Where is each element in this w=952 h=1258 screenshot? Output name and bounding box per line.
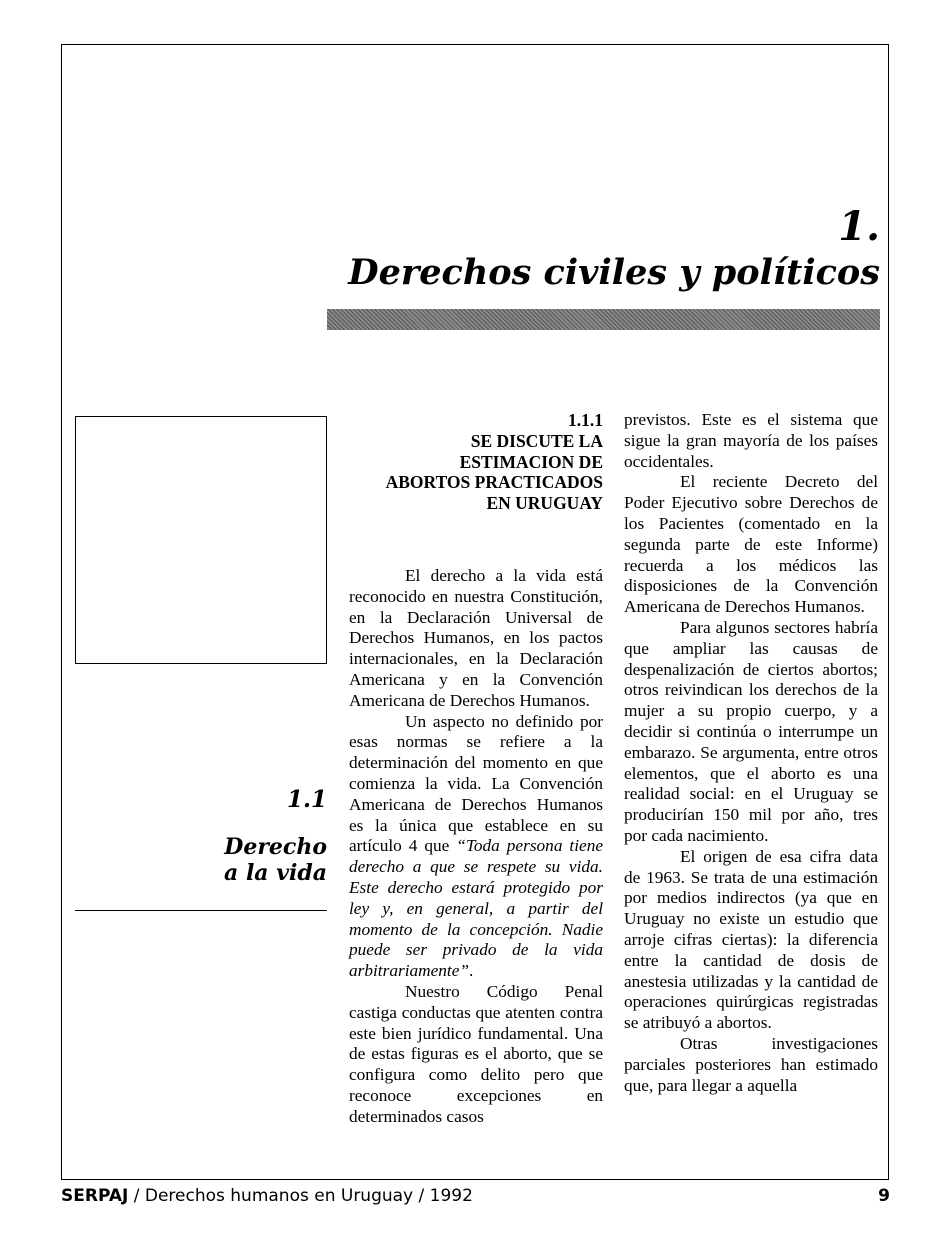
article-heading-line: ABORTOS PRACTICADOS <box>385 472 603 493</box>
section-rule <box>75 910 327 911</box>
paragraph <box>349 712 603 982</box>
article-column-1 <box>349 410 603 1128</box>
article-column-2 <box>624 410 878 1096</box>
quotation-end: . <box>469 961 474 981</box>
paragraph: El derecho a la vida está reconocido en nuestra Constitución, en la Declaración Universal de Derechos Humanos, en los pactos internacionales, en la Declaración Americana y en la Convención Americana de Derechos Humanos. <box>349 565 603 710</box>
chapter-title: Derechos civiles y políticos <box>348 252 880 293</box>
paragraph-text: Un aspecto no definido por esas normas se refiere a la determinación del momento en que comienza la vida. La Convención Americana de Derechos Humanos es la única que establece en su artículo 4 que <box>349 711 603 856</box>
footer-text: / Derechos humanos en Uruguay / 1992 <box>128 1186 473 1206</box>
section-title-line: a la vida <box>224 860 327 886</box>
image-placeholder-box <box>75 416 327 664</box>
footer <box>61 1186 473 1206</box>
paragraph: Otras investigaciones parciales posteriores han estimado que, para llegar a aquella <box>624 1033 878 1095</box>
article-heading-line: 1.1.1 <box>568 410 603 430</box>
article-heading <box>349 410 603 514</box>
paragraph-continuation: previstos. Este es el sistema que sigue la gran mayoría de los países occidentales. <box>624 410 878 471</box>
page-number: 9 <box>878 1186 890 1206</box>
article-heading-line: ESTIMACION DE <box>459 451 603 472</box>
paragraph: El origen de esa cifra data de 1963. Se trata de una estimación por medios indirectos (ya que en Uruguay no existe un estudio que arroje cifras ciertas): la diferencia entre la cantidad de dosis de anestesia utilizadas y la cantidad de operaciones quirúrgicas registradas se atribuyó a abortos. <box>624 846 878 1033</box>
paragraph: El reciente Decreto del Poder Ejecutivo sobre Derechos de los Pacientes (comentado en la segunda parte de este Informe) recuerda a los médicos las disposiciones de la Convención Americana de Derechos Humanos. <box>624 472 878 617</box>
section-number: 1.1 <box>286 786 327 813</box>
chapter-title-rule <box>327 309 880 330</box>
article-heading-line: SE DISCUTE LA <box>470 430 603 451</box>
paragraph: Para algunos sectores habría que ampliar las causas de despenalización de ciertos abortos; otros reivindican los derechos de la mujer a su propio cuerpo, y a decidir si continúa o interrumpe un embarazo. Se argumenta, entre otros elementos, que el aborto es una realidad social: en el Uruguay se producirían 150 mil por año, tres por cada nacimiento. <box>624 617 878 845</box>
paragraph: Nuestro Código Penal castiga conductas que atenten contra este bien jurídico fundamental. Una de estas figuras es el aborto, que se configura como delito pero que reconoce excepciones en determinados casos <box>349 981 603 1126</box>
quotation: “Toda persona tiene derecho a que se respete su vida. Este derecho estará protegido por ley y, en general, a partir del momento de la concepción. Nadie puede ser privado de la vida arbitrariamente” <box>349 836 604 981</box>
article-heading-line: EN URUGUAY <box>486 493 603 514</box>
footer-brand: SERPAJ <box>61 1186 129 1206</box>
section-title-line: Derecho <box>224 834 327 860</box>
section-title <box>224 834 327 886</box>
chapter-number: 1. <box>838 203 880 250</box>
